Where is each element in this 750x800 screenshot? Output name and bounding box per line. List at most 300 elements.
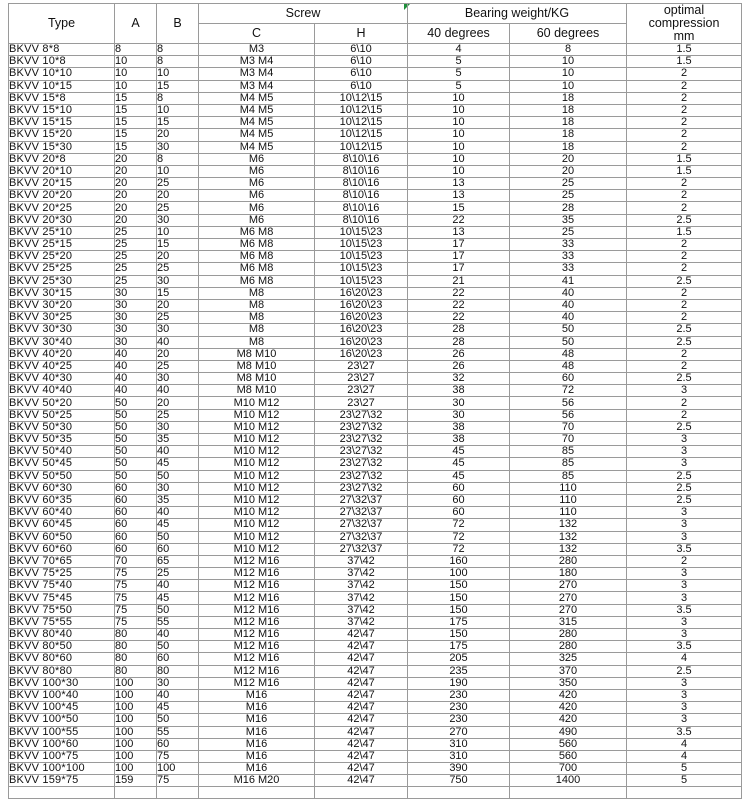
table-row [9,80,742,92]
cell-60: 350 [510,677,627,689]
header-screw: Screw [199,4,408,24]
cell-h: 42\47 [315,702,408,714]
cell-a: 40 [115,360,157,372]
cell-b: 30 [157,482,199,494]
cell-opt: 2 [627,104,742,116]
cell-c: M12 M16 [199,641,315,653]
cell-60: 560 [510,750,627,762]
cell-h: 23\27 [315,385,408,397]
cell-60: 72 [510,385,627,397]
cell-60: 420 [510,689,627,701]
cell-h: 8\10\16 [315,190,408,202]
cell-opt: 4 [627,750,742,762]
cell-type: BKVV 30*30 [9,324,115,336]
cell-a: 100 [115,714,157,726]
table-row [9,68,742,80]
cell-a: 60 [115,482,157,494]
cell-40: 15 [408,202,510,214]
cell-40: 22 [408,287,510,299]
cell-h: 8\10\16 [315,214,408,226]
cell-a: 25 [115,226,157,238]
cell-opt: 2.5 [627,324,742,336]
cell-opt: 2 [627,80,742,92]
cell-a: 25 [115,263,157,275]
cell-h: 42\47 [315,714,408,726]
cell-h: 23\27\32 [315,458,408,470]
cell-c: M10 M12 [199,458,315,470]
table-row [9,336,742,348]
cell-60: 280 [510,641,627,653]
cell-a: 20 [115,190,157,202]
cell-a: 15 [115,117,157,129]
cell-type: BKVV 50*20 [9,397,115,409]
cell-40: 4 [408,44,510,56]
cell-40: 72 [408,531,510,543]
cell-40: 160 [408,555,510,567]
cell-60: 60 [510,373,627,385]
cell-a: 15 [115,141,157,153]
cell-b: 40 [157,507,199,519]
bearing-spec-table [8,3,742,799]
cell-a: 15 [115,92,157,104]
cell-b: 20 [157,251,199,263]
cell-opt: 3.5 [627,641,742,653]
cell-opt: 2 [627,141,742,153]
table-row [9,434,742,446]
header-c: C [199,24,315,44]
cell-opt: 1.5 [627,153,742,165]
cell-b: 55 [157,726,199,738]
cell-opt: 3 [627,702,742,714]
cell-40: 205 [408,653,510,665]
cell-40: 390 [408,763,510,775]
cell-type: BKVV 15*20 [9,129,115,141]
cell-opt: 4 [627,738,742,750]
cell-b: 80 [157,665,199,677]
cell-a: 8 [115,44,157,56]
cell-type: BKVV 159*75 [9,775,115,787]
cell-c: M10 M12 [199,507,315,519]
cell-b: 8 [157,92,199,104]
cell-60: 40 [510,299,627,311]
cell-h: 8\10\16 [315,165,408,177]
cell-a: 50 [115,397,157,409]
cell-60: 41 [510,275,627,287]
header-optimal-line3: mm [673,29,695,43]
cell-opt: 2 [627,239,742,251]
cell-type: BKVV 15*8 [9,92,115,104]
cell-a: 80 [115,653,157,665]
cell-type: BKVV 50*30 [9,421,115,433]
cell-opt: 3 [627,689,742,701]
cell-b: 60 [157,543,199,555]
cell-a: 20 [115,165,157,177]
cell-c: M6 M8 [199,263,315,275]
cell-40: 150 [408,604,510,616]
header-optimal-compression [627,4,742,44]
cell-a: 40 [115,348,157,360]
empty-row [9,787,742,799]
cell-c: M12 M16 [199,568,315,580]
cell-type: BKVV 75*55 [9,616,115,628]
cell-40: 17 [408,239,510,251]
table-row [9,104,742,116]
cell-opt: 2.5 [627,214,742,226]
cell-40: 175 [408,616,510,628]
cell-c: M16 [199,750,315,762]
table-row [9,458,742,470]
cell-60: 270 [510,592,627,604]
cell-c: M16 [199,702,315,714]
cell-c: M8 [199,299,315,311]
table-row [9,141,742,153]
empty-cell [408,787,510,799]
cell-type: BKVV 50*25 [9,409,115,421]
cell-c: M8 [199,287,315,299]
table-row [9,178,742,190]
cell-h: 16\20\23 [315,287,408,299]
cell-b: 40 [157,689,199,701]
table-row [9,165,742,177]
cell-b: 60 [157,738,199,750]
cell-60: 85 [510,470,627,482]
cell-b: 40 [157,385,199,397]
cell-a: 20 [115,153,157,165]
cell-h: 8\10\16 [315,202,408,214]
empty-cell [627,787,742,799]
table-row [9,287,742,299]
cell-opt: 2 [627,190,742,202]
table-row [9,409,742,421]
cell-opt: 2 [627,555,742,567]
cell-a: 60 [115,531,157,543]
cell-b: 20 [157,348,199,360]
cell-a: 30 [115,312,157,324]
table-row [9,519,742,531]
cell-b: 8 [157,44,199,56]
header-b: B [157,4,199,44]
cell-h: 6\10 [315,56,408,68]
cell-40: 100 [408,568,510,580]
cell-h: 42\47 [315,641,408,653]
table-row [9,56,742,68]
cell-b: 35 [157,434,199,446]
cell-type: BKVV 40*20 [9,348,115,360]
cell-60: 50 [510,324,627,336]
cell-h: 27\32\37 [315,543,408,555]
cell-h: 8\10\16 [315,153,408,165]
cell-b: 20 [157,299,199,311]
cell-opt: 2 [627,397,742,409]
cell-40: 270 [408,726,510,738]
header-bearing-weight: Bearing weight/KG [408,4,627,24]
cell-type: BKVV 60*50 [9,531,115,543]
cell-c: M4 M5 [199,117,315,129]
cell-a: 10 [115,80,157,92]
cell-c: M12 M16 [199,616,315,628]
cell-type: BKVV 30*15 [9,287,115,299]
cell-c: M10 M12 [199,421,315,433]
cell-c: M4 M5 [199,129,315,141]
cell-b: 30 [157,324,199,336]
cell-60: 10 [510,68,627,80]
table-row [9,616,742,628]
cell-a: 80 [115,665,157,677]
cell-h: 37\42 [315,616,408,628]
cell-a: 50 [115,421,157,433]
cell-opt: 2.5 [627,494,742,506]
cell-a: 60 [115,519,157,531]
cell-type: BKVV 75*40 [9,580,115,592]
cell-type: BKVV 100*60 [9,738,115,750]
cell-type: BKVV 75*25 [9,568,115,580]
cell-a: 100 [115,702,157,714]
cell-40: 310 [408,750,510,762]
cell-40: 45 [408,458,510,470]
cell-60: 700 [510,763,627,775]
table-row [9,507,742,519]
cell-h: 42\47 [315,775,408,787]
cell-60: 1400 [510,775,627,787]
table-row [9,421,742,433]
cell-opt: 2 [627,251,742,263]
cell-c: M6 [199,214,315,226]
cell-40: 72 [408,519,510,531]
cell-type: BKVV 60*60 [9,543,115,555]
cell-40: 38 [408,434,510,446]
empty-cell [510,787,627,799]
cell-c: M10 M12 [199,397,315,409]
cell-40: 10 [408,153,510,165]
cell-a: 100 [115,689,157,701]
cell-a: 25 [115,251,157,263]
cell-c: M3 M4 [199,80,315,92]
cell-opt: 4 [627,653,742,665]
cell-h: 27\32\37 [315,507,408,519]
table-row [9,763,742,775]
cell-opt: 2 [627,202,742,214]
cell-c: M6 [199,165,315,177]
cell-c: M6 [199,178,315,190]
cell-type: BKVV 25*20 [9,251,115,263]
cell-60: 33 [510,263,627,275]
cell-h: 23\27\32 [315,446,408,458]
empty-cell [315,787,408,799]
cell-60: 10 [510,56,627,68]
cell-60: 110 [510,482,627,494]
cell-40: 750 [408,775,510,787]
cell-a: 100 [115,750,157,762]
cell-b: 25 [157,409,199,421]
table-row [9,299,742,311]
cell-c: M16 [199,763,315,775]
cell-h: 42\47 [315,750,408,762]
table-row [9,543,742,555]
cell-b: 75 [157,750,199,762]
cell-60: 33 [510,251,627,263]
cell-60: 25 [510,190,627,202]
cell-h: 37\42 [315,592,408,604]
cell-b: 25 [157,202,199,214]
cell-a: 15 [115,129,157,141]
cell-type: BKVV 80*60 [9,653,115,665]
cell-40: 60 [408,494,510,506]
cell-h: 37\42 [315,604,408,616]
cell-opt: 2 [627,263,742,275]
cell-a: 60 [115,507,157,519]
cell-h: 42\47 [315,677,408,689]
cell-b: 10 [157,68,199,80]
table-body [9,44,742,799]
table-row [9,568,742,580]
cell-opt: 2 [627,178,742,190]
cell-a: 50 [115,458,157,470]
cell-60: 25 [510,226,627,238]
cell-a: 30 [115,336,157,348]
cell-opt: 2.5 [627,275,742,287]
cell-60: 132 [510,531,627,543]
cell-type: BKVV 30*40 [9,336,115,348]
cell-h: 10\15\23 [315,251,408,263]
table-row [9,677,742,689]
cell-60: 18 [510,129,627,141]
empty-cell [9,787,115,799]
cell-type: BKVV 50*40 [9,446,115,458]
cell-type: BKVV 40*40 [9,385,115,397]
cell-b: 35 [157,494,199,506]
cell-b: 30 [157,677,199,689]
cell-opt: 5 [627,775,742,787]
cell-c: M8 M10 [199,360,315,372]
cell-b: 20 [157,129,199,141]
cell-60: 370 [510,665,627,677]
cell-a: 20 [115,178,157,190]
cell-a: 159 [115,775,157,787]
cell-c: M10 M12 [199,519,315,531]
cell-60: 315 [510,616,627,628]
cell-opt: 3.5 [627,543,742,555]
cell-a: 30 [115,287,157,299]
table-row [9,239,742,251]
cell-type: BKVV 70*65 [9,555,115,567]
cell-b: 20 [157,190,199,202]
cell-h: 37\42 [315,555,408,567]
cell-type: BKVV 100*30 [9,677,115,689]
header-optimal-line1: optimal [663,3,705,17]
cell-type: BKVV 40*25 [9,360,115,372]
cell-opt: 3 [627,714,742,726]
cell-opt: 2 [627,360,742,372]
cell-c: M12 M16 [199,629,315,641]
cell-opt: 2 [627,129,742,141]
cell-opt: 2.5 [627,482,742,494]
cell-40: 17 [408,251,510,263]
cell-type: BKVV 20*25 [9,202,115,214]
cell-40: 230 [408,702,510,714]
cell-h: 8\10\16 [315,178,408,190]
cell-40: 60 [408,482,510,494]
cell-b: 15 [157,117,199,129]
cell-h: 23\27\32 [315,470,408,482]
cell-c: M8 [199,312,315,324]
cell-b: 30 [157,275,199,287]
cell-60: 35 [510,214,627,226]
cell-opt: 3 [627,519,742,531]
cell-c: M10 M12 [199,434,315,446]
cell-type: BKVV 15*10 [9,104,115,116]
cell-a: 25 [115,239,157,251]
cell-b: 10 [157,226,199,238]
cell-h: 23\27 [315,360,408,372]
cell-40: 30 [408,409,510,421]
cell-opt: 2.5 [627,470,742,482]
cell-40: 60 [408,507,510,519]
cell-b: 10 [157,104,199,116]
cell-a: 100 [115,677,157,689]
table-row [9,665,742,677]
cell-type: BKVV 50*35 [9,434,115,446]
cell-60: 25 [510,178,627,190]
cell-40: 32 [408,373,510,385]
cell-60: 20 [510,153,627,165]
cell-type: BKVV 25*25 [9,263,115,275]
cell-40: 22 [408,214,510,226]
cell-opt: 3 [627,458,742,470]
table-row [9,604,742,616]
cell-a: 50 [115,446,157,458]
cell-opt: 2 [627,312,742,324]
cell-b: 25 [157,263,199,275]
empty-cell [157,787,199,799]
cell-c: M3 [199,44,315,56]
cell-a: 75 [115,568,157,580]
cell-c: M8 M10 [199,385,315,397]
cell-40: 72 [408,543,510,555]
cell-60: 420 [510,714,627,726]
cell-type: BKVV 60*45 [9,519,115,531]
cell-60: 132 [510,519,627,531]
cell-60: 48 [510,348,627,360]
cell-a: 20 [115,202,157,214]
cell-60: 50 [510,336,627,348]
cell-c: M6 M8 [199,275,315,287]
table-row [9,555,742,567]
cell-c: M12 M16 [199,555,315,567]
cell-type: BKVV 80*50 [9,641,115,653]
cell-type: BKVV 80*80 [9,665,115,677]
cell-b: 55 [157,616,199,628]
cell-h: 42\47 [315,629,408,641]
cell-40: 26 [408,348,510,360]
cell-b: 25 [157,178,199,190]
cell-c: M12 M16 [199,604,315,616]
cell-c: M12 M16 [199,677,315,689]
cell-c: M16 [199,726,315,738]
cell-h: 42\47 [315,665,408,677]
cell-opt: 2.5 [627,665,742,677]
cell-b: 50 [157,531,199,543]
cell-opt: 2 [627,117,742,129]
cell-h: 6\10 [315,80,408,92]
cell-a: 30 [115,299,157,311]
cell-type: BKVV 30*25 [9,312,115,324]
table-row [9,385,742,397]
table-row [9,775,742,787]
cell-c: M16 [199,689,315,701]
cell-b: 65 [157,555,199,567]
cell-b: 15 [157,80,199,92]
cell-opt: 5 [627,763,742,775]
